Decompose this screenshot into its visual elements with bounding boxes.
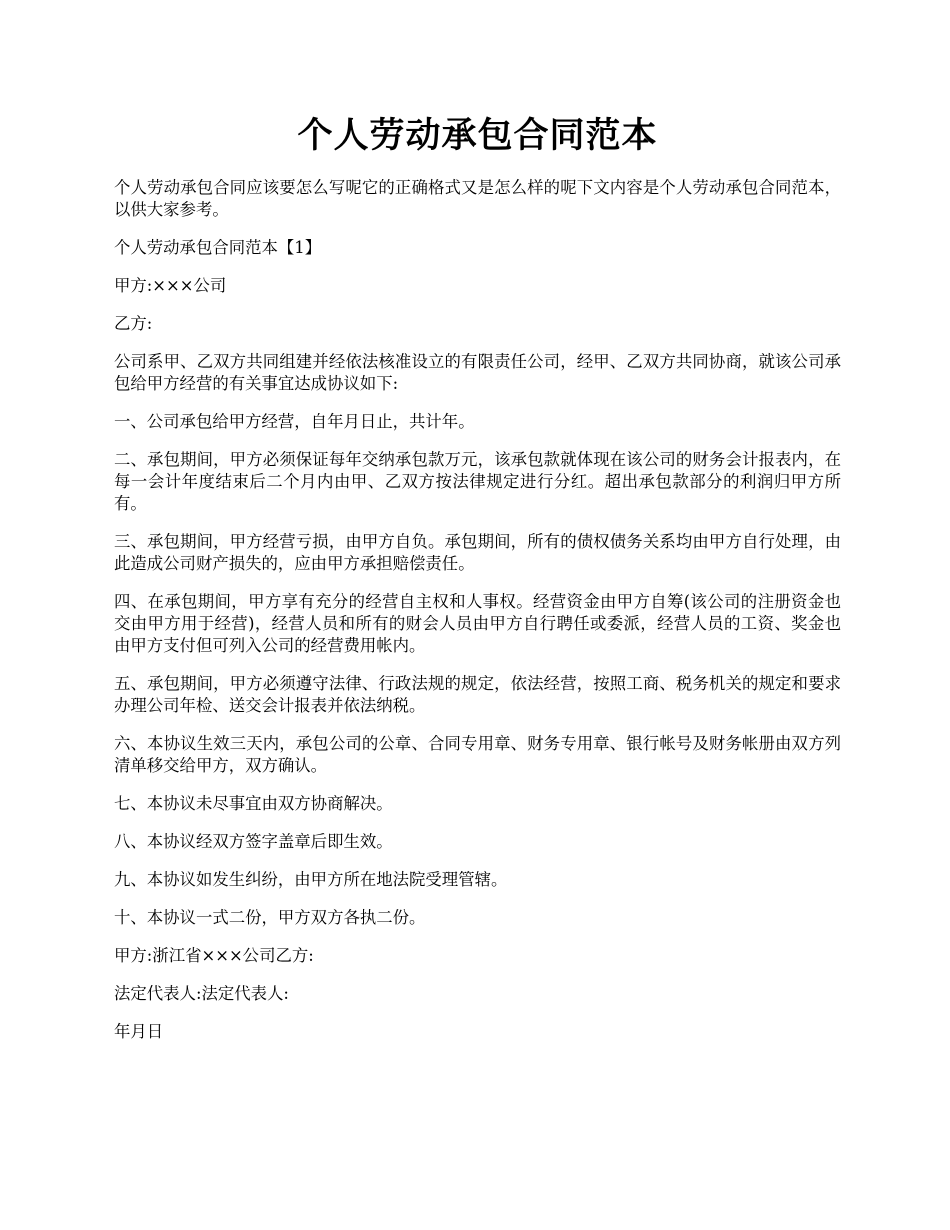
clause-8: 八、本协议经双方签字盖章后即生效。 — [114, 832, 393, 851]
clause-4: 四、在承包期间，甲方享有充分的经营自主权和人事权。经营资金由甲方自筹(该公司的注册资金也交由甲方用于经营)，经营人员和所有的财会人员由甲方自行聘任或委派，经营人员的工资、奖金也由甲方支付但可列入公司的经营费用帐内。 — [114, 592, 841, 655]
document-title: 个人劳动承包合同范本 — [297, 115, 658, 156]
section-heading: 个人劳动承包合同范本【1】 — [114, 238, 322, 257]
intro-paragraph: 个人劳动承包合同应该要怎么写呢它的正确格式又是怎么样的呢下文内容是个人劳动承包合同范本，以供大家参考。 — [114, 178, 841, 219]
clause-9: 九、本协议如发生纠纷，由甲方所在地法院受理管辖。 — [114, 870, 508, 889]
party-b-line: 乙方: — [114, 314, 153, 333]
clause-6: 六、本协议生效三天内，承包公司的公章、合同专用章、财务专用章、银行帐号及财务帐册由双方列清单移交给甲方，双方确认。 — [114, 734, 841, 775]
clause-5: 五、承包期间，甲方必须遵守法律、行政法规的规定，依法经营，按照工商、税务机关的规定和要求办理公司年检、送交会计报表并依法纳税。 — [114, 674, 841, 715]
clause-10: 十、本协议一式二份，甲方双方各执二份。 — [114, 908, 426, 927]
party-a-line: 甲方:×××公司 — [114, 276, 227, 295]
preamble-paragraph: 公司系甲、乙双方共同组建并经依法核准设立的有限责任公司，经甲、乙双方共同协商，就该公司承包给甲方经营的有关事宜达成协议如下: — [114, 352, 841, 393]
clause-3: 三、承包期间，甲方经营亏损，由甲方自负。承包期间，所有的债权债务关系均由甲方自行处理，由此造成公司财产损失的，应由甲方承担赔偿责任。 — [114, 532, 841, 573]
signature-representatives-line: 法定代表人:法定代表人: — [114, 984, 289, 1003]
signature-date-line: 年月日 — [114, 1022, 164, 1041]
document-page — [114, 108, 841, 1059]
signature-parties-line: 甲方:浙江省×××公司乙方: — [114, 946, 314, 965]
clause-7: 七、本协议未尽事宜由双方协商解决。 — [114, 794, 393, 813]
clause-2: 二、承包期间，甲方必须保证每年交纳承包款万元，该承包款就体现在该公司的财务会计报表内，在每一会计年度结束后二个月内由甲、乙双方按法律规定进行分红。超出承包款部分的利润归甲方所有。 — [114, 450, 841, 513]
clause-1: 一、公司承包给甲方经营，自年月日止，共计年。 — [114, 412, 475, 431]
